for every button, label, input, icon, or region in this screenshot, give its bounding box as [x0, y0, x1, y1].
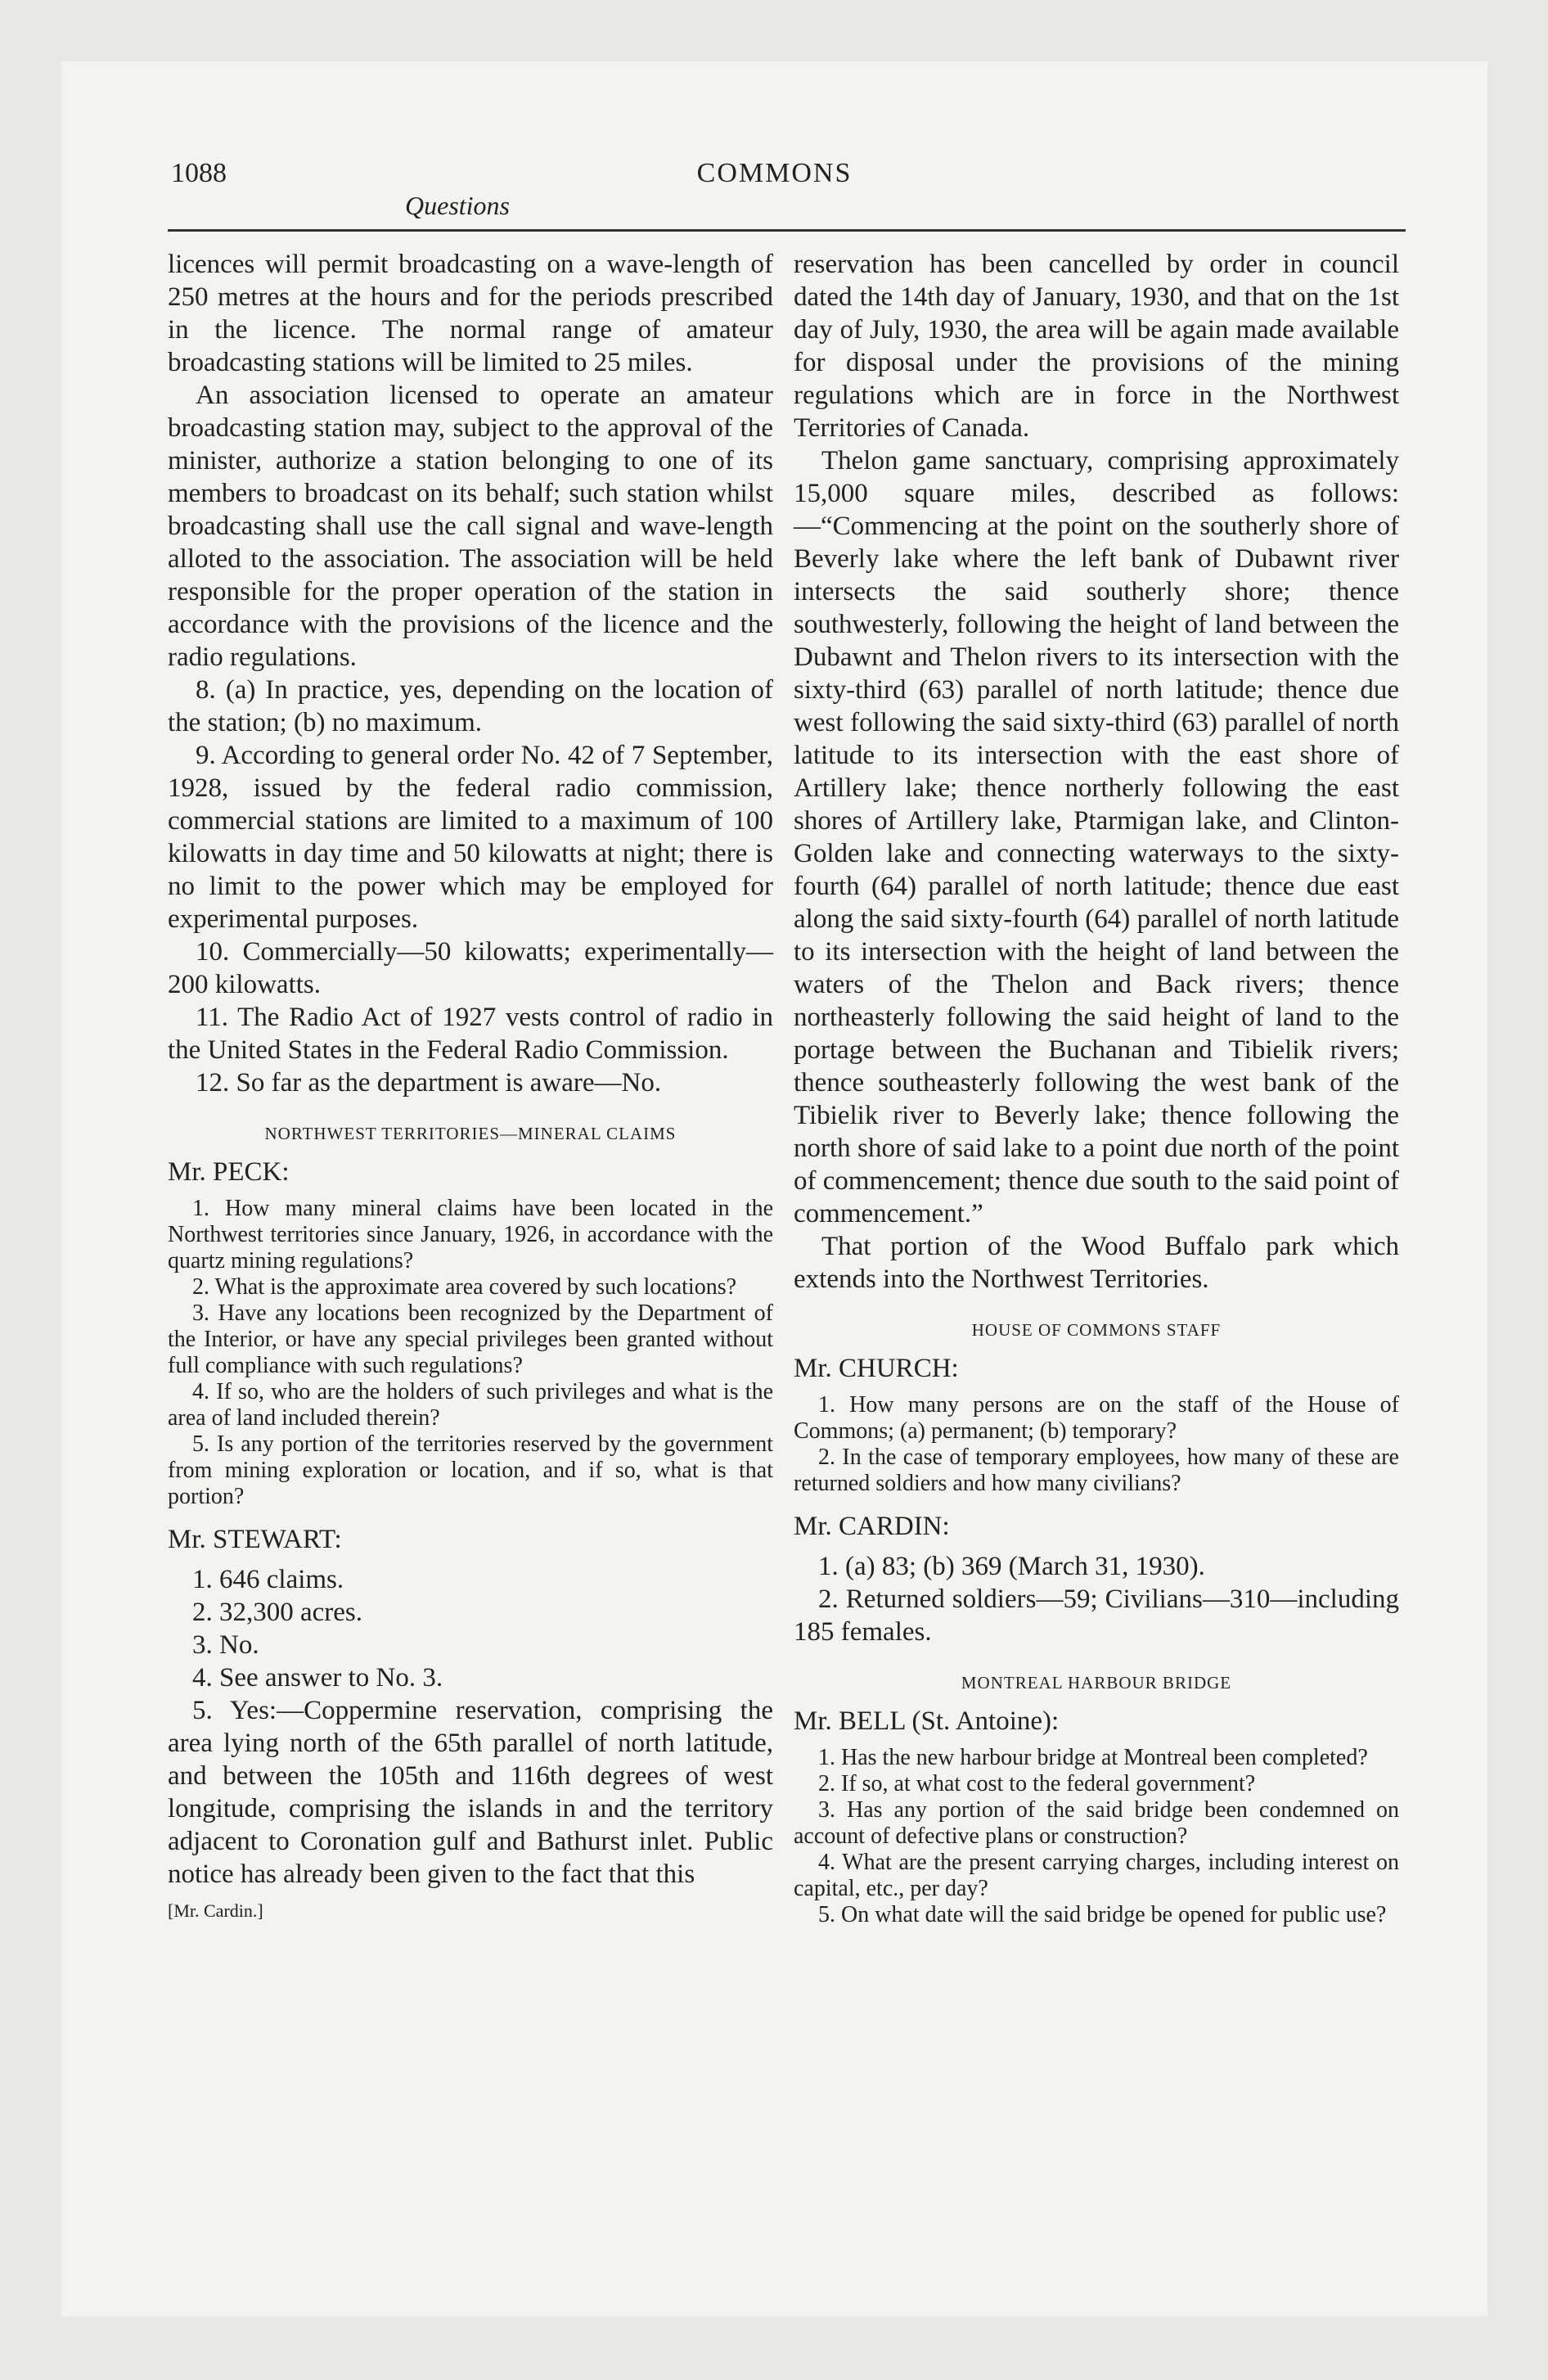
answer: 1. (a) 83; (b) 369 (March 31, 1930). — [818, 1552, 1205, 1581]
answer: 4. See answer to No. 3. — [192, 1663, 443, 1693]
speaker-name: Mr. BELL (St. Antoine): — [794, 1706, 1060, 1736]
left-column — [168, 248, 773, 1922]
paragraph: 12. So far as the department is aware—No. — [196, 1068, 662, 1098]
question: 3. Have any locations been recognized by the Department of the Interior, or have any special privileges been granted without full compliance with such regulations? — [168, 1300, 773, 1378]
page-subtitle: Questions — [405, 191, 510, 220]
question: 5. Is any portion of the territories reserved by the government from mining exploration or location, and if so, what is that portion? — [168, 1431, 773, 1509]
answer: 5. Yes:—Coppermine reservation, comprising the area lying north of the 65th parallel of north latitude, and between the 105th and 116th degrees of west longitude, comprising the islands in and the territory adjacent to Coronation gulf and Bathurst inlet. Public notice has already been given to the fact that this — [168, 1696, 773, 1889]
speaker-name: Mr. CARDIN: — [794, 1512, 950, 1541]
section-heading: NORTHWEST TERRITORIES—MINERAL CLAIMS — [264, 1124, 677, 1143]
paragraph: That portion of the Wood Buffalo park which extends into the Northwest Territories. — [794, 1232, 1399, 1294]
answer: 1. 646 claims. — [192, 1565, 344, 1594]
question: 1. How many persons are on the staff of the House of Commons; (a) permanent; (b) temporary? — [794, 1392, 1399, 1444]
question: 1. Has the new harbour bridge at Montreal been completed? — [818, 1745, 1368, 1770]
answer: 3. No. — [192, 1630, 259, 1660]
speaker-name: Mr. CHURCH: — [794, 1354, 959, 1383]
question: 4. If so, who are the holders of such privileges and what is the area of land included therein? — [168, 1379, 773, 1431]
paragraph: An association licensed to operate an amateur broadcasting station may, subject to the approval of the minister, authorize a station belonging to one of its members to broadcast on its behalf; such station whilst broadcasting shall use the call signal and wave-length alloted to the association. The association will be held responsible for the proper operation of the station in accordance with the provisions of the licence and the radio regulations. — [168, 381, 773, 672]
answer: 2. 32,300 acres. — [192, 1598, 363, 1627]
question: 5. On what date will the said bridge be opened for public use? — [818, 1902, 1387, 1927]
speaker-name: Mr. STEWART: — [168, 1525, 342, 1554]
question: 3. Has any portion of the said bridge been condemned on account of defective plans or construction? — [794, 1797, 1399, 1849]
question: 2. In the case of temporary employees, how many of these are returned soldiers and how many civilians? — [794, 1445, 1399, 1496]
answer: 2. Returned soldiers—59; Civilians—310—including 185 females. — [794, 1584, 1399, 1647]
question: 2. What is the approximate area covered by such locations? — [192, 1274, 737, 1300]
paragraph: 9. According to general order No. 42 of 7 September, 1928, issued by the federal radio commission, commercial stations are limited to a maximum of 100 kilowatts in day time and 50 kilowatts at night; there is no limit to the power which may be employed for experimental purposes. — [168, 741, 773, 934]
paragraph: licences will permit broadcasting on a wave-length of 250 metres at the hours and for the periods prescribed in the licence. The normal range of amateur broadcasting stations will be limited to 25 miles. — [168, 250, 773, 377]
paragraph: 8. (a) In practice, yes, depending on the location of the station; (b) no maximum. — [168, 675, 773, 737]
right-column — [794, 248, 1399, 1928]
page-title: COMMONS — [696, 158, 853, 188]
paragraph: reservation has been cancelled by order in council dated the 14th day of January, 1930, and that on the 1st day of July, 1930, the area will be again made available for disposal under the provisions of the mining regulations which are in force in the Northwest Territories of Canada. — [794, 250, 1399, 443]
question: 4. What are the present carrying charges, including interest on capital, etc., per day? — [794, 1850, 1399, 1901]
document-page — [61, 61, 1487, 2316]
page-number: 1088 — [171, 158, 227, 188]
paragraph: 10. Commercially—50 kilowatts; experimentally—200 kilowatts. — [168, 937, 773, 999]
paragraph: 11. The Radio Act of 1927 vests control of radio in the United States in the Federal Radio Commission. — [168, 1003, 773, 1065]
question: 1. How many mineral claims have been located in the Northwest territories since January, 1926, in accordance with the quartz mining regulations? — [168, 1196, 773, 1273]
section-heading: HOUSE OF COMMONS STAFF — [971, 1320, 1222, 1340]
paragraph: Thelon game sanctuary, comprising approximately 15,000 square miles, described as follows:—“Commencing at the point on the southerly shore of Beverly lake where the left bank of Dubawnt river intersects the said southerly shore; thence southwesterly, following the height of land between the Dubawnt and Thelon rivers to its intersection with the sixty-third (63) parallel of north latitude; thence due west following the said sixty-third (63) parallel of north latitude to its intersection with the east shore of Artillery lake; thence northerly following the east shores of Artillery lake, Ptarmigan lake, and Clinton-Golden lake and connecting waterways to the sixty-fourth (64) parallel of north latitude; thence due east along the said sixty-fourth (64) parallel of north latitude to its intersection with the height of land between the waters of the Thelon and Back rivers; thence northeasterly following the said height of land to the portage between the Buchanan and Tibielik rivers; thence southeasterly following the west bank of the Tibielik river to Beverly lake; thence following the north shore of said lake to a point due north of the point of commencement; thence due south to the said point of commencement.” — [794, 446, 1399, 1228]
header-rule — [168, 229, 1406, 232]
footer-note: [Mr. Cardin.] — [168, 1900, 263, 1921]
speaker-name: Mr. PECK: — [168, 1157, 290, 1187]
question: 2. If so, at what cost to the federal government? — [818, 1771, 1256, 1796]
section-heading: MONTREAL HARBOUR BRIDGE — [961, 1673, 1232, 1693]
